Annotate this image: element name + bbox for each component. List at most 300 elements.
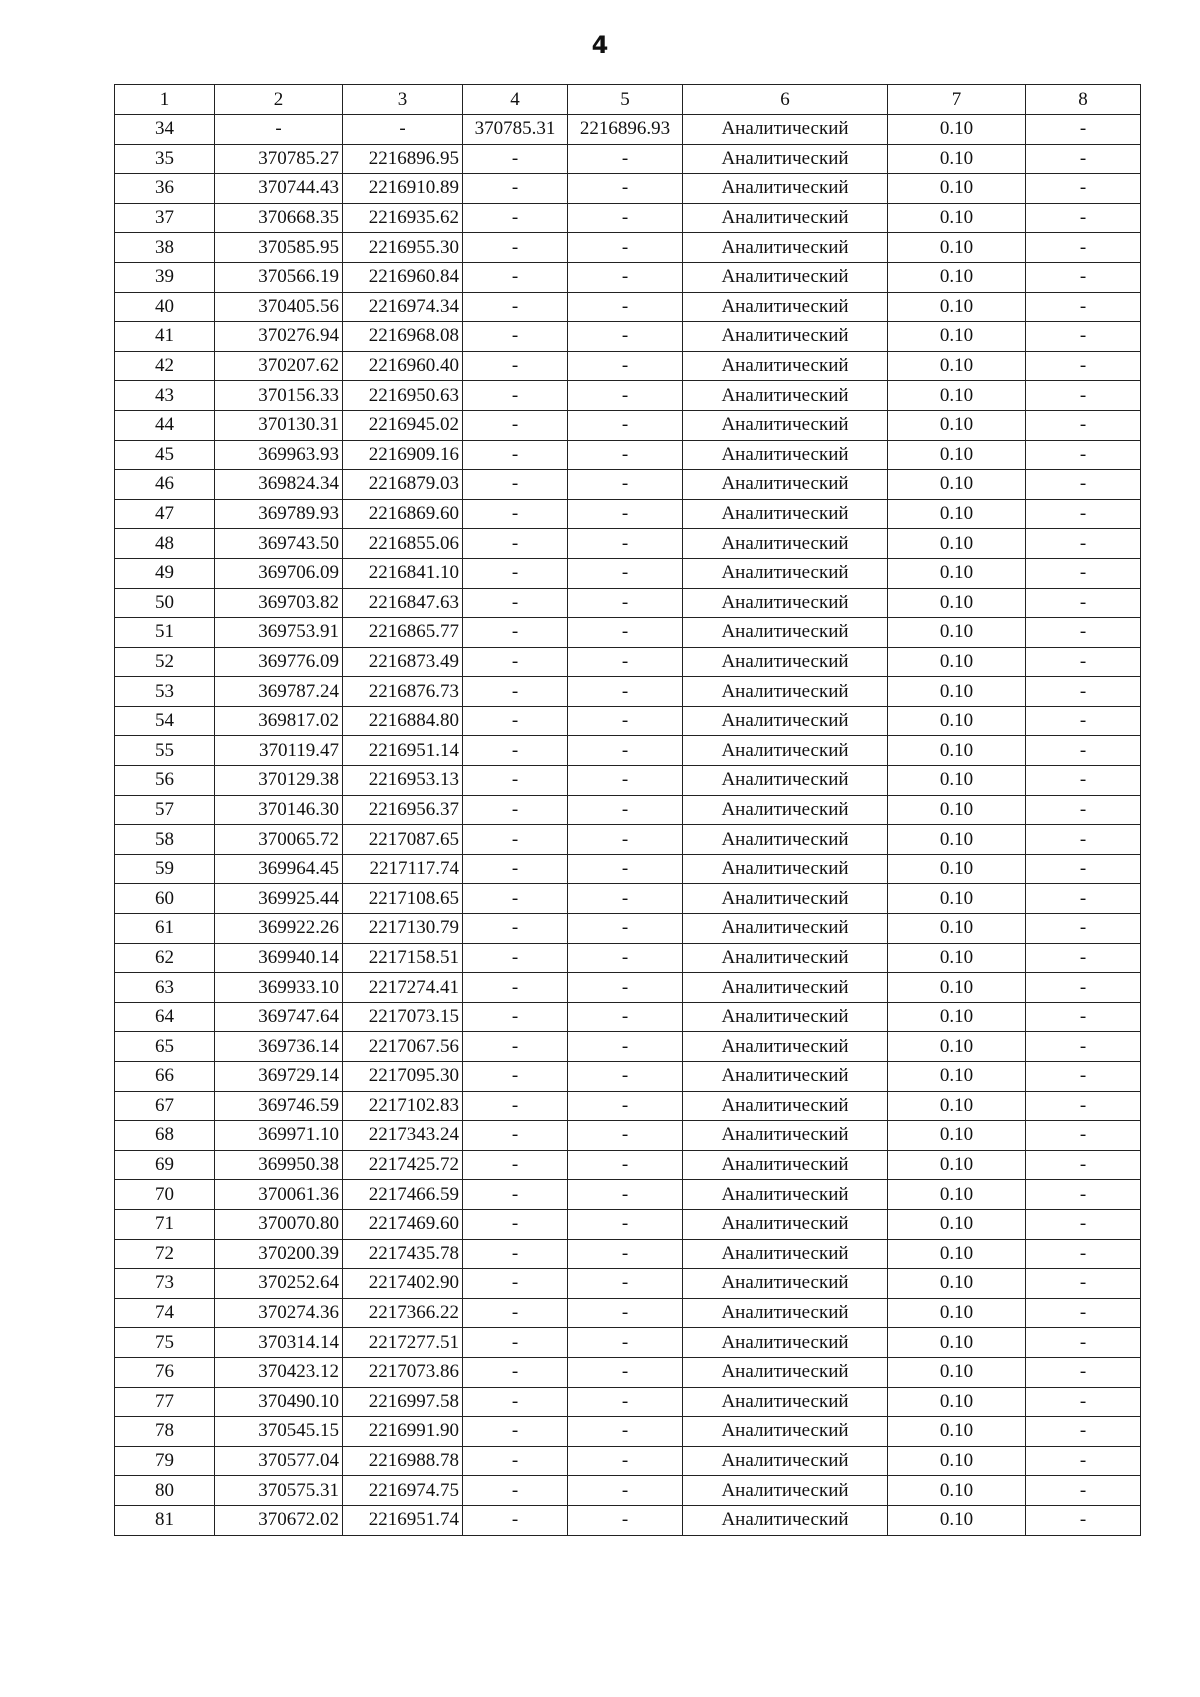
coord-y2-cell: -: [568, 706, 683, 736]
point-number-cell: 36: [115, 174, 215, 204]
method-cell: Аналитический: [683, 470, 888, 500]
table-row: [115, 410, 1141, 440]
method-cell: Аналитический: [683, 381, 888, 411]
note-cell: -: [1026, 1269, 1141, 1299]
coord-x-cell: 370490.10: [215, 1387, 343, 1417]
point-number-cell: 40: [115, 292, 215, 322]
method-cell: Аналитический: [683, 825, 888, 855]
coord-y-cell: 2217108.65: [343, 884, 463, 914]
coord-y-cell: 2216991.90: [343, 1417, 463, 1447]
point-number-cell: 76: [115, 1357, 215, 1387]
point-number-cell: 69: [115, 1150, 215, 1180]
table-row: [115, 1002, 1141, 1032]
method-cell: Аналитический: [683, 647, 888, 677]
accuracy-cell: 0.10: [888, 736, 1026, 766]
coord-x2-cell: -: [463, 351, 568, 381]
coord-y-cell: 2216855.06: [343, 529, 463, 559]
table-row: [115, 1239, 1141, 1269]
table-row: [115, 854, 1141, 884]
coord-y-cell: 2216865.77: [343, 618, 463, 648]
table-row: [115, 1298, 1141, 1328]
column-header: 4: [463, 85, 568, 115]
coord-y-cell: 2217087.65: [343, 825, 463, 855]
coord-x2-cell: -: [463, 1091, 568, 1121]
method-cell: Аналитический: [683, 1446, 888, 1476]
note-cell: -: [1026, 262, 1141, 292]
coord-x2-cell: -: [463, 203, 568, 233]
coord-y2-cell: -: [568, 588, 683, 618]
coord-y-cell: 2216997.58: [343, 1387, 463, 1417]
table-row: [115, 943, 1141, 973]
coord-y2-cell: -: [568, 322, 683, 352]
table-row: [115, 529, 1141, 559]
coord-x-cell: 370119.47: [215, 736, 343, 766]
coord-x2-cell: -: [463, 1121, 568, 1151]
method-cell: Аналитический: [683, 203, 888, 233]
note-cell: -: [1026, 470, 1141, 500]
coord-x-cell: 369706.09: [215, 558, 343, 588]
coord-x-cell: 369925.44: [215, 884, 343, 914]
coord-y-cell: 2216960.40: [343, 351, 463, 381]
note-cell: -: [1026, 884, 1141, 914]
method-cell: Аналитический: [683, 115, 888, 145]
note-cell: -: [1026, 736, 1141, 766]
accuracy-cell: 0.10: [888, 1062, 1026, 1092]
coord-x-cell: 370672.02: [215, 1505, 343, 1535]
page-number: 4: [591, 31, 609, 59]
coord-x2-cell: -: [463, 1032, 568, 1062]
coord-y-cell: 2216873.49: [343, 647, 463, 677]
note-cell: -: [1026, 1298, 1141, 1328]
accuracy-cell: 0.10: [888, 1476, 1026, 1506]
accuracy-cell: 0.10: [888, 1209, 1026, 1239]
coord-y-cell: 2216956.37: [343, 795, 463, 825]
table-body: [115, 85, 1141, 1536]
coord-y-cell: 2216909.16: [343, 440, 463, 470]
table-row: [115, 499, 1141, 529]
coord-y-cell: 2217130.79: [343, 914, 463, 944]
coord-x2-cell: -: [463, 588, 568, 618]
method-cell: Аналитический: [683, 1357, 888, 1387]
coord-x-cell: 370274.36: [215, 1298, 343, 1328]
coord-y2-cell: -: [568, 943, 683, 973]
note-cell: -: [1026, 973, 1141, 1003]
accuracy-cell: 0.10: [888, 292, 1026, 322]
accuracy-cell: 0.10: [888, 1150, 1026, 1180]
coord-y-cell: 2217158.51: [343, 943, 463, 973]
point-number-cell: 42: [115, 351, 215, 381]
column-header: 8: [1026, 85, 1141, 115]
table-row: [115, 262, 1141, 292]
coord-y2-cell: 2216896.93: [568, 115, 683, 145]
note-cell: -: [1026, 854, 1141, 884]
coord-x2-cell: -: [463, 1446, 568, 1476]
point-number-cell: 66: [115, 1062, 215, 1092]
coord-y-cell: 2216955.30: [343, 233, 463, 263]
table-row: [115, 1062, 1141, 1092]
accuracy-cell: 0.10: [888, 144, 1026, 174]
coord-y2-cell: -: [568, 1505, 683, 1535]
point-number-cell: 35: [115, 144, 215, 174]
coord-y-cell: 2217402.90: [343, 1269, 463, 1299]
method-cell: Аналитический: [683, 706, 888, 736]
point-number-cell: 57: [115, 795, 215, 825]
method-cell: Аналитический: [683, 914, 888, 944]
accuracy-cell: 0.10: [888, 1357, 1026, 1387]
coord-y2-cell: -: [568, 292, 683, 322]
accuracy-cell: 0.10: [888, 1298, 1026, 1328]
accuracy-cell: 0.10: [888, 795, 1026, 825]
point-number-cell: 62: [115, 943, 215, 973]
coord-y2-cell: -: [568, 1446, 683, 1476]
coord-x-cell: 369736.14: [215, 1032, 343, 1062]
table-row: [115, 795, 1141, 825]
coord-x2-cell: -: [463, 440, 568, 470]
accuracy-cell: 0.10: [888, 973, 1026, 1003]
coord-x-cell: 370744.43: [215, 174, 343, 204]
note-cell: -: [1026, 1239, 1141, 1269]
note-cell: -: [1026, 1417, 1141, 1447]
table-row: [115, 1505, 1141, 1535]
coord-y-cell: 2216935.62: [343, 203, 463, 233]
point-number-cell: 51: [115, 618, 215, 648]
note-cell: -: [1026, 1505, 1141, 1535]
method-cell: Аналитический: [683, 262, 888, 292]
accuracy-cell: 0.10: [888, 470, 1026, 500]
coord-x-cell: 370545.15: [215, 1417, 343, 1447]
point-number-cell: 59: [115, 854, 215, 884]
note-cell: -: [1026, 499, 1141, 529]
table-row: [115, 174, 1141, 204]
coord-x2-cell: -: [463, 262, 568, 292]
table-row: [115, 618, 1141, 648]
coord-y2-cell: -: [568, 558, 683, 588]
note-cell: -: [1026, 1062, 1141, 1092]
table-row: [115, 1417, 1141, 1447]
coord-x2-cell: -: [463, 914, 568, 944]
method-cell: Аналитический: [683, 1328, 888, 1358]
method-cell: Аналитический: [683, 854, 888, 884]
coord-y-cell: 2216950.63: [343, 381, 463, 411]
coord-y-cell: 2216974.34: [343, 292, 463, 322]
coord-x-cell: 369824.34: [215, 470, 343, 500]
coord-y-cell: 2217466.59: [343, 1180, 463, 1210]
note-cell: -: [1026, 1209, 1141, 1239]
method-cell: Аналитический: [683, 351, 888, 381]
coord-x-cell: 370065.72: [215, 825, 343, 855]
note-cell: -: [1026, 203, 1141, 233]
note-cell: -: [1026, 1357, 1141, 1387]
coord-x2-cell: -: [463, 1387, 568, 1417]
note-cell: -: [1026, 115, 1141, 145]
coord-x2-cell: -: [463, 706, 568, 736]
accuracy-cell: 0.10: [888, 1269, 1026, 1299]
table-row: [115, 381, 1141, 411]
point-number-cell: 78: [115, 1417, 215, 1447]
note-cell: -: [1026, 1328, 1141, 1358]
coord-x-cell: 370276.94: [215, 322, 343, 352]
coord-x2-cell: -: [463, 558, 568, 588]
accuracy-cell: 0.10: [888, 1002, 1026, 1032]
coord-x-cell: 369747.64: [215, 1002, 343, 1032]
accuracy-cell: 0.10: [888, 766, 1026, 796]
coord-y-cell: 2216847.63: [343, 588, 463, 618]
method-cell: Аналитический: [683, 499, 888, 529]
coord-x-cell: 370146.30: [215, 795, 343, 825]
coord-y2-cell: -: [568, 677, 683, 707]
coord-x-cell: 370585.95: [215, 233, 343, 263]
coord-y2-cell: -: [568, 1091, 683, 1121]
coord-x2-cell: -: [463, 1476, 568, 1506]
coord-y2-cell: -: [568, 1032, 683, 1062]
coord-x-cell: -: [215, 115, 343, 145]
method-cell: Аналитический: [683, 144, 888, 174]
coord-y2-cell: -: [568, 914, 683, 944]
coord-y-cell: 2217366.22: [343, 1298, 463, 1328]
accuracy-cell: 0.10: [888, 322, 1026, 352]
accuracy-cell: 0.10: [888, 499, 1026, 529]
coord-y2-cell: -: [568, 647, 683, 677]
table-row: [115, 322, 1141, 352]
point-number-cell: 46: [115, 470, 215, 500]
point-number-cell: 70: [115, 1180, 215, 1210]
coord-y2-cell: -: [568, 736, 683, 766]
coord-x2-cell: -: [463, 677, 568, 707]
point-number-cell: 67: [115, 1091, 215, 1121]
method-cell: Аналитический: [683, 884, 888, 914]
coord-y2-cell: -: [568, 1328, 683, 1358]
coord-y-cell: 2217117.74: [343, 854, 463, 884]
coord-x-cell: 370129.38: [215, 766, 343, 796]
method-cell: Аналитический: [683, 795, 888, 825]
table-row: [115, 706, 1141, 736]
table-row: [115, 440, 1141, 470]
coord-x-cell: 370156.33: [215, 381, 343, 411]
method-cell: Аналитический: [683, 1417, 888, 1447]
coord-x2-cell: -: [463, 322, 568, 352]
table-row: [115, 233, 1141, 263]
coord-x2-cell: -: [463, 529, 568, 559]
note-cell: -: [1026, 588, 1141, 618]
coord-x-cell: 369753.91: [215, 618, 343, 648]
point-number-cell: 81: [115, 1505, 215, 1535]
note-cell: -: [1026, 1032, 1141, 1062]
accuracy-cell: 0.10: [888, 884, 1026, 914]
accuracy-cell: 0.10: [888, 677, 1026, 707]
table-header-row: [115, 85, 1141, 115]
coord-y-cell: 2216869.60: [343, 499, 463, 529]
accuracy-cell: 0.10: [888, 1417, 1026, 1447]
coord-y2-cell: -: [568, 618, 683, 648]
coord-x2-cell: -: [463, 1298, 568, 1328]
coord-y2-cell: -: [568, 381, 683, 411]
coord-x-cell: 369933.10: [215, 973, 343, 1003]
coord-x-cell: 370130.31: [215, 410, 343, 440]
coord-x2-cell: -: [463, 1417, 568, 1447]
coord-y-cell: 2216968.08: [343, 322, 463, 352]
note-cell: -: [1026, 766, 1141, 796]
coord-x-cell: 369776.09: [215, 647, 343, 677]
coord-y-cell: 2216879.03: [343, 470, 463, 500]
coord-x-cell: 369746.59: [215, 1091, 343, 1121]
coord-y2-cell: -: [568, 1387, 683, 1417]
point-number-cell: 50: [115, 588, 215, 618]
accuracy-cell: 0.10: [888, 410, 1026, 440]
point-number-cell: 45: [115, 440, 215, 470]
coord-x2-cell: -: [463, 144, 568, 174]
accuracy-cell: 0.10: [888, 233, 1026, 263]
note-cell: -: [1026, 914, 1141, 944]
coord-y-cell: 2217274.41: [343, 973, 463, 1003]
table-row: [115, 558, 1141, 588]
column-header: 5: [568, 85, 683, 115]
accuracy-cell: 0.10: [888, 1180, 1026, 1210]
table-row: [115, 1446, 1141, 1476]
accuracy-cell: 0.10: [888, 203, 1026, 233]
point-number-cell: 80: [115, 1476, 215, 1506]
coord-y-cell: 2217095.30: [343, 1062, 463, 1092]
method-cell: Аналитический: [683, 943, 888, 973]
coord-x-cell: 369963.93: [215, 440, 343, 470]
coord-y2-cell: -: [568, 1357, 683, 1387]
table-row: [115, 1032, 1141, 1062]
method-cell: Аналитический: [683, 973, 888, 1003]
table-row: [115, 825, 1141, 855]
coord-y-cell: 2216910.89: [343, 174, 463, 204]
table-row: [115, 470, 1141, 500]
accuracy-cell: 0.10: [888, 943, 1026, 973]
coord-y-cell: -: [343, 115, 463, 145]
coord-x2-cell: -: [463, 884, 568, 914]
table-row: [115, 1209, 1141, 1239]
method-cell: Аналитический: [683, 677, 888, 707]
coord-y2-cell: -: [568, 1476, 683, 1506]
coord-y2-cell: -: [568, 351, 683, 381]
coord-x-cell: 370252.64: [215, 1269, 343, 1299]
coord-x2-cell: -: [463, 1269, 568, 1299]
note-cell: -: [1026, 292, 1141, 322]
note-cell: -: [1026, 1002, 1141, 1032]
accuracy-cell: 0.10: [888, 825, 1026, 855]
method-cell: Аналитический: [683, 766, 888, 796]
method-cell: Аналитический: [683, 1002, 888, 1032]
coord-x-cell: 369950.38: [215, 1150, 343, 1180]
coord-x2-cell: -: [463, 766, 568, 796]
coord-y-cell: 2217469.60: [343, 1209, 463, 1239]
method-cell: Аналитический: [683, 1239, 888, 1269]
coord-y2-cell: -: [568, 440, 683, 470]
table-row: [115, 203, 1141, 233]
coord-x2-cell: -: [463, 1150, 568, 1180]
table-row: [115, 588, 1141, 618]
table-row: [115, 292, 1141, 322]
coord-x-cell: 370314.14: [215, 1328, 343, 1358]
point-number-cell: 60: [115, 884, 215, 914]
coord-y2-cell: -: [568, 1239, 683, 1269]
coord-y-cell: 2216951.14: [343, 736, 463, 766]
note-cell: -: [1026, 558, 1141, 588]
coord-x2-cell: -: [463, 825, 568, 855]
accuracy-cell: 0.10: [888, 1328, 1026, 1358]
coord-x-cell: 370785.27: [215, 144, 343, 174]
method-cell: Аналитический: [683, 618, 888, 648]
table-row: [115, 677, 1141, 707]
table-row: [115, 1328, 1141, 1358]
coord-y2-cell: -: [568, 766, 683, 796]
coord-x2-cell: -: [463, 410, 568, 440]
column-header: 2: [215, 85, 343, 115]
coord-y2-cell: -: [568, 529, 683, 559]
method-cell: Аналитический: [683, 174, 888, 204]
accuracy-cell: 0.10: [888, 1032, 1026, 1062]
coord-x2-cell: -: [463, 1239, 568, 1269]
table-row: [115, 1180, 1141, 1210]
method-cell: Аналитический: [683, 736, 888, 766]
coord-x2-cell: -: [463, 1002, 568, 1032]
method-cell: Аналитический: [683, 1209, 888, 1239]
method-cell: Аналитический: [683, 1062, 888, 1092]
point-number-cell: 39: [115, 262, 215, 292]
coord-y2-cell: -: [568, 233, 683, 263]
method-cell: Аналитический: [683, 1121, 888, 1151]
accuracy-cell: 0.10: [888, 262, 1026, 292]
method-cell: Аналитический: [683, 1091, 888, 1121]
coord-x-cell: 370405.56: [215, 292, 343, 322]
coord-y2-cell: -: [568, 973, 683, 1003]
coord-y-cell: 2216953.13: [343, 766, 463, 796]
coord-y-cell: 2216988.78: [343, 1446, 463, 1476]
point-number-cell: 61: [115, 914, 215, 944]
point-number-cell: 49: [115, 558, 215, 588]
table-row: [115, 647, 1141, 677]
method-cell: Аналитический: [683, 1180, 888, 1210]
note-cell: -: [1026, 1180, 1141, 1210]
note-cell: -: [1026, 440, 1141, 470]
point-number-cell: 44: [115, 410, 215, 440]
coord-x2-cell: -: [463, 1209, 568, 1239]
coord-y-cell: 2217073.15: [343, 1002, 463, 1032]
accuracy-cell: 0.10: [888, 1505, 1026, 1535]
coord-y-cell: 2217073.86: [343, 1357, 463, 1387]
coordinates-table: [114, 84, 1141, 1536]
table-row: [115, 736, 1141, 766]
coord-x2-cell: -: [463, 292, 568, 322]
accuracy-cell: 0.10: [888, 351, 1026, 381]
accuracy-cell: 0.10: [888, 1387, 1026, 1417]
accuracy-cell: 0.10: [888, 381, 1026, 411]
point-number-cell: 74: [115, 1298, 215, 1328]
coord-x2-cell: -: [463, 1505, 568, 1535]
point-number-cell: 73: [115, 1269, 215, 1299]
coord-x-cell: 370070.80: [215, 1209, 343, 1239]
coord-y-cell: 2216876.73: [343, 677, 463, 707]
note-cell: -: [1026, 174, 1141, 204]
method-cell: Аналитический: [683, 1387, 888, 1417]
coord-y-cell: 2216951.74: [343, 1505, 463, 1535]
point-number-cell: 48: [115, 529, 215, 559]
coord-y-cell: 2216884.80: [343, 706, 463, 736]
coord-y-cell: 2216974.75: [343, 1476, 463, 1506]
coord-y2-cell: -: [568, 1298, 683, 1328]
note-cell: -: [1026, 410, 1141, 440]
point-number-cell: 55: [115, 736, 215, 766]
coord-x2-cell: -: [463, 854, 568, 884]
note-cell: -: [1026, 1387, 1141, 1417]
point-number-cell: 34: [115, 115, 215, 145]
accuracy-cell: 0.10: [888, 115, 1026, 145]
method-cell: Аналитический: [683, 1150, 888, 1180]
point-number-cell: 77: [115, 1387, 215, 1417]
